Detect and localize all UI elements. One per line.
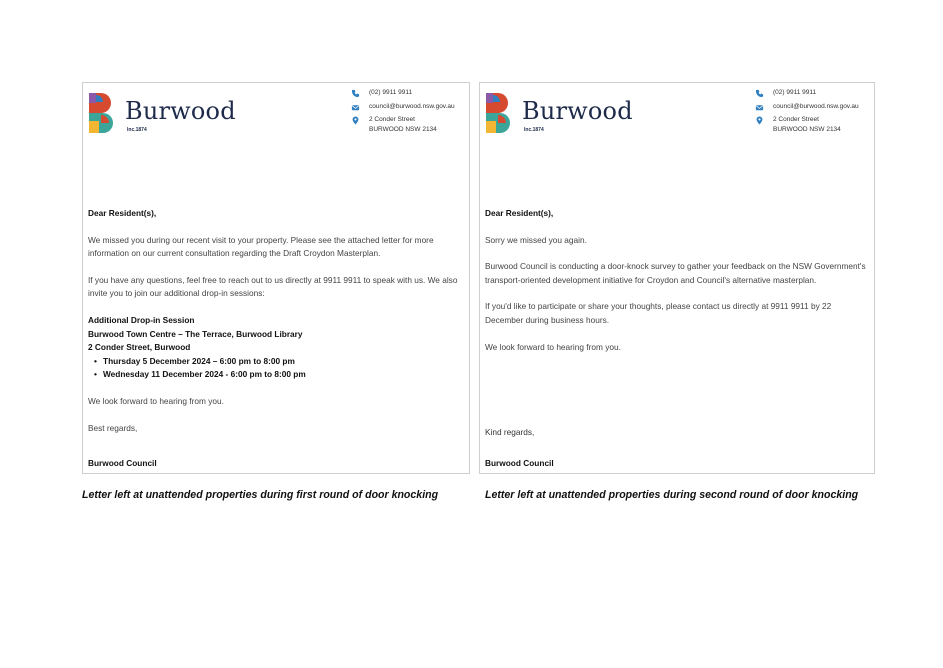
session-title: Additional Drop-in Session (88, 314, 195, 325)
paragraph-3: If you'd like to participate or share your thoughts, please contact us directly at 9911 9911 by 22 December during business hours. (485, 301, 832, 325)
session-list (88, 355, 463, 382)
caption-second-round: Letter left at unattended properties during second round of door knocking (485, 489, 859, 501)
map-pin-icon (351, 116, 360, 125)
letter-first-round (82, 82, 470, 474)
phone-text: (02) 9911 9911 (773, 89, 817, 96)
contact-email (755, 104, 859, 111)
map-pin-icon (755, 116, 764, 125)
paragraph-1: We missed you during our recent visit to your property. Please see the attached letter for more information on our current consultation regarding the Draft Croydon Masterplan. (88, 234, 434, 259)
contact-address (351, 117, 455, 133)
contact-block (755, 90, 859, 140)
signoff: Best regards, (88, 422, 138, 433)
paragraph-1: Sorry we missed you again. (485, 234, 587, 245)
closing-line: We look forward to hearing from you. (485, 341, 621, 352)
signature: Burwood Council (88, 458, 157, 468)
contact-phone (351, 90, 455, 97)
closing-line: We look forward to hearing from you. (88, 395, 224, 406)
contact-email (351, 104, 455, 111)
letter-body (88, 207, 463, 448)
list-item: • Wednesday 11 December 2024 - 6:00 pm to 8:00 pm (103, 368, 463, 382)
phone-icon (351, 89, 360, 98)
address-line1: 2 Conder Street (773, 116, 819, 123)
letter-second-round (479, 82, 875, 474)
list-item: • Thursday 5 December 2024 – 6:00 pm to 8:00 pm (103, 355, 463, 369)
contact-phone (755, 90, 859, 97)
greeting: Dear Resident(s), (88, 208, 157, 218)
address-line1: 2 Conder Street (369, 116, 415, 123)
envelope-icon (351, 103, 360, 112)
burwood-logo (484, 91, 634, 137)
contact-block (351, 90, 455, 140)
email-text: council@burwood.nsw.gov.au (369, 102, 455, 110)
burwood-logo (87, 91, 237, 137)
burwood-logo-mark-icon (484, 91, 516, 135)
caption-first-round: Letter left at unattended properties during first round of door knocking (82, 489, 439, 501)
session-address: 2 Conder Street, Burwood (88, 342, 191, 353)
envelope-icon (755, 103, 764, 112)
address-line2: BURWOOD NSW 2134 (773, 125, 841, 133)
paragraph-2: If you have any questions, feel free to reach out to us directly at 9911 9911 to speak with us. We also invite you to join our additional drop-in sessions: (88, 274, 458, 299)
greeting: Dear Resident(s), (485, 208, 554, 218)
burwood-logo-mark-icon (87, 91, 119, 135)
session-venue: Burwood Town Centre – The Terrace, Burwood Library (88, 328, 303, 339)
brand-subtitle: Inc.1874 (524, 127, 544, 133)
brand-subtitle: Inc.1874 (127, 127, 147, 133)
contact-address (755, 117, 859, 133)
email-text: council@burwood.nsw.gov.au (773, 102, 859, 110)
address-line2: BURWOOD NSW 2134 (369, 125, 437, 133)
paragraph-2: Burwood Council is conducting a door-knock survey to gather your feedback on the NSW Government's transport-oriented development initiative for Croydon and Council's alternative masterplan. (485, 261, 866, 285)
brand-name: Burwood (522, 97, 633, 125)
phone-text: (02) 9911 9911 (369, 89, 413, 96)
brand-name: Burwood (125, 97, 236, 125)
signoff: Kind regards, (485, 427, 535, 437)
letter-body (485, 207, 868, 367)
phone-icon (755, 89, 764, 98)
signature: Burwood Council (485, 458, 554, 468)
